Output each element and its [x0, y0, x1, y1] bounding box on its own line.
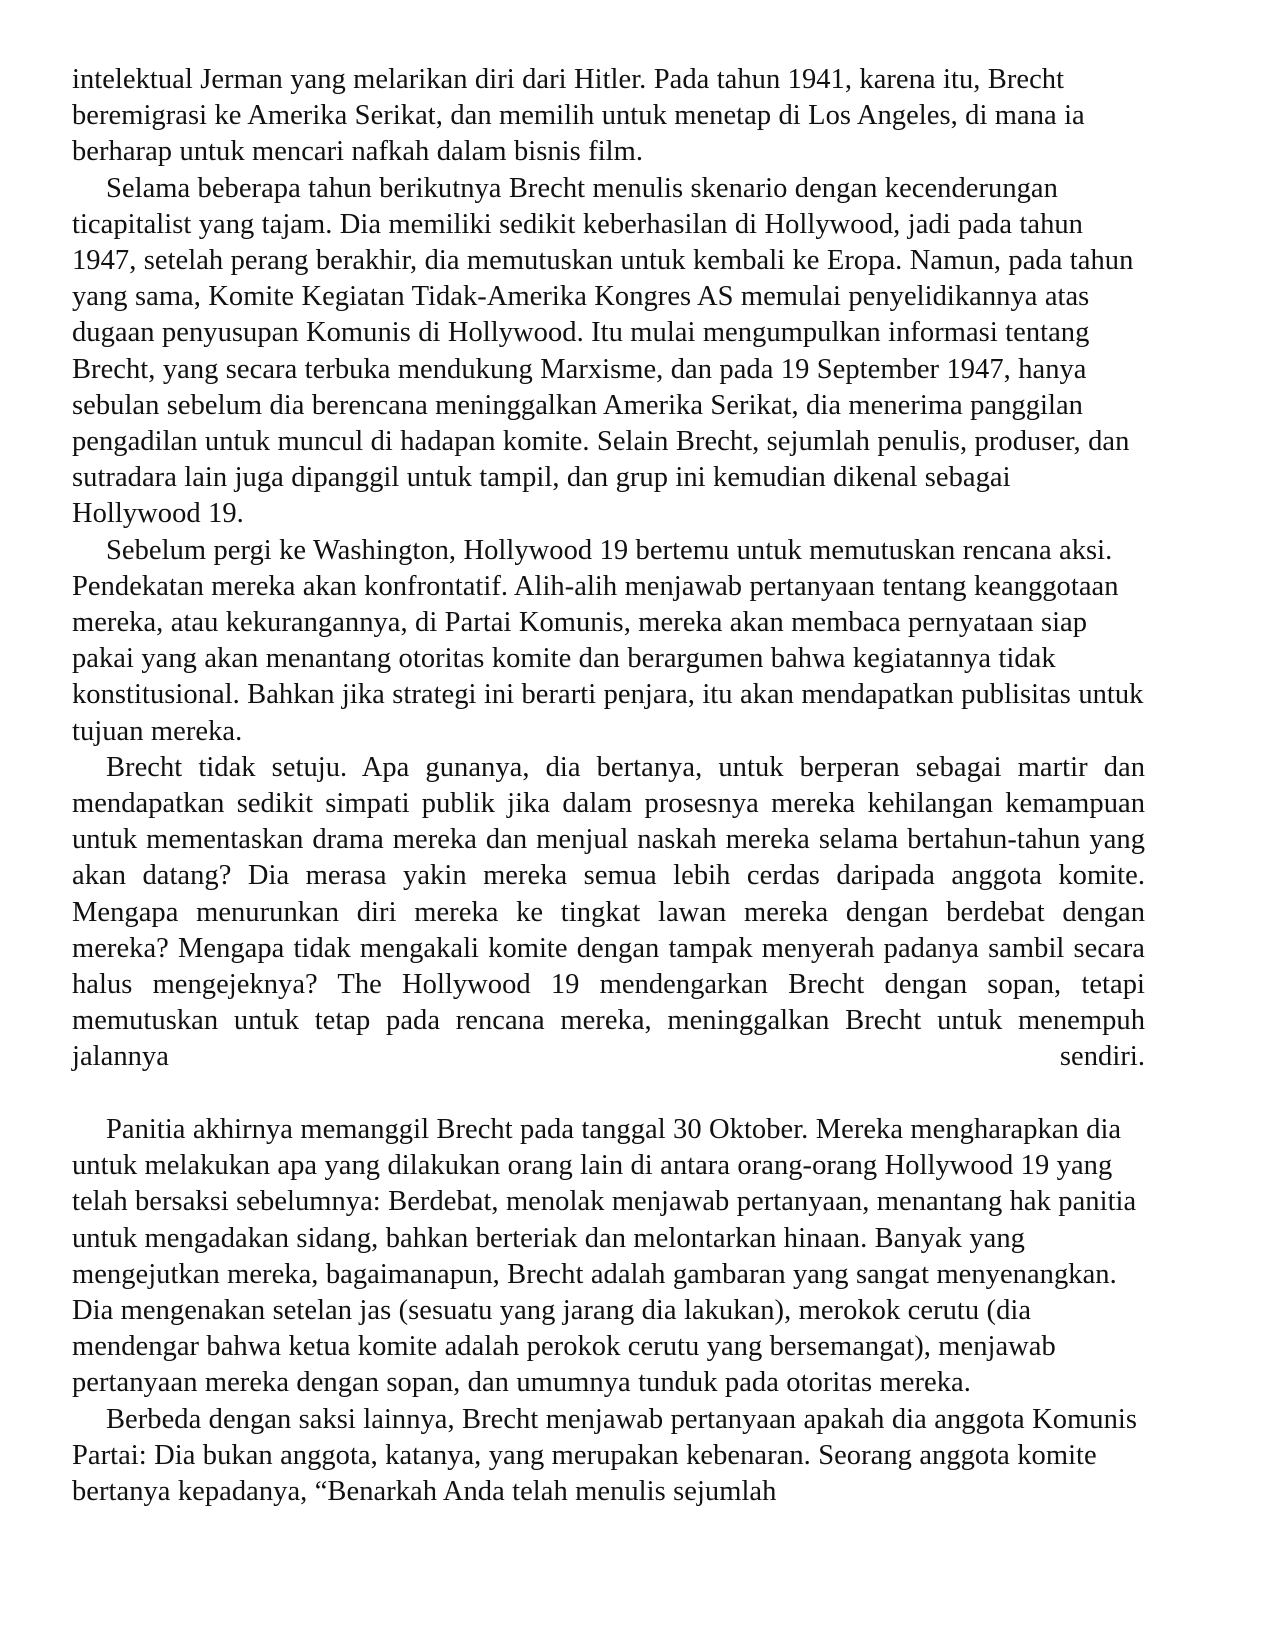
paragraph-1: intelektual Jerman yang melarikan diri dari Hitler. Pada tahun 1941, karena itu, Brecht beremigrasi ke Amerika Serikat, dan memilih untuk menetap di Los Angeles, di mana ia berharap untuk mencari nafkah dalam bisnis film.	[72, 64, 1085, 168]
paragraph-3: Sebelum pergi ke Washington, Hollywood 19 bertemu untuk memutuskan rencana aksi. Pendekatan mereka akan konfrontatif. Alih-alih menjawab pertanyaan tentang keanggotaan mereka, atau kekurangannya, di Partai Komunis, mereka akan membaca pernyataan siap pakai yang akan menantang otoritas komite dan berargumen bahwa kegiatannya tidak konstitusional. Bahkan jika strategi ini berarti penjara, itu akan mendapatkan publisitas untuk tujuan mereka.	[72, 534, 1144, 747]
document-body	[72, 62, 1145, 1510]
paragraph-5: Panitia akhirnya memanggil Brecht pada tanggal 30 Oktober. Mereka mengharapkan dia untuk melakukan apa yang dilakukan orang lain di antara orang-orang Hollywood 19 yang telah bersaksi sebelumnya: Berdebat, menolak menjawab pertanyaan, menantang hak panitia untuk mengadakan sidang, bahkan berteriak dan melontarkan hinaan. Banyak yang mengejutkan mereka, bagaimanapun, Brecht adalah gambaran yang sangat menyenangkan. Dia mengenakan setelan jas (sesuatu yang jarang dia lakukan), merokok cerutu (dia mendengar bahwa ketua komite adalah perokok cerutu yang bersemangat), menjawab pertanyaan mereka dengan sopan, dan umumnya tunduk pada otoritas mereka.	[72, 1113, 1137, 1399]
paragraph-4: Brecht tidak setuju. Apa gunanya, dia bertanya, untuk berperan sebagai martir dan mendapatkan sedikit simpati publik jika dalam prosesnya mereka kehilangan kemampuan untuk mementaskan drama mereka dan menjual naskah mereka selama bertahun-tahun yang akan datang? Dia merasa yakin mereka semua lebih cerdas daripada anggota komite. Mengapa menurunkan diri mereka ke tingkat lawan mereka dengan berdebat dengan mereka? Mengapa tidak mengakali komite dengan tampak menyerah padanya sambil secara halus mengejeknya? The Hollywood 19 mendengarkan Brecht dengan sopan, tetapi memutuskan untuk tetap pada rencana mereka, meninggalkan Brecht untuk menempuh jalannya sendiri.	[72, 751, 1145, 1073]
paragraph-2: Selama beberapa tahun berikutnya Brecht menulis skenario dengan kecenderungan ticapitalist yang tajam. Dia memiliki sedikit keberhasilan di Hollywood, jadi pada tahun 1947, setelah perang berakhir, dia memutuskan untuk kembali ke Eropa. Namun, pada tahun yang sama, Komite Kegiatan Tidak-Amerika Kongres AS memulai penyelidikannya atas dugaan penyusupan Komunis di Hollywood. Itu mulai mengumpulkan informasi tentang Brecht, yang secara terbuka mendukung Marxisme, dan pada 19 September 1947, hanya sebulan sebelum dia berencana meninggalkan Amerika Serikat, dia menerima panggilan pengadilan untuk muncul di hadapan komite. Selain Brecht, sejumlah penulis, produser, dan sutradara lain juga dipanggil untuk tampil, dan grup ini kemudian dikenal sebagai Hollywood 19.	[72, 172, 1134, 530]
paragraph-6: Berbeda dengan saksi lainnya, Brecht menjawab pertanyaan apakah dia anggota Komunis Partai: Dia bukan anggota, katanya, yang merupakan kebenaran. Seorang anggota komite bertanya kepadanya, “Benarkah Anda telah menulis sejumlah	[72, 1403, 1137, 1507]
